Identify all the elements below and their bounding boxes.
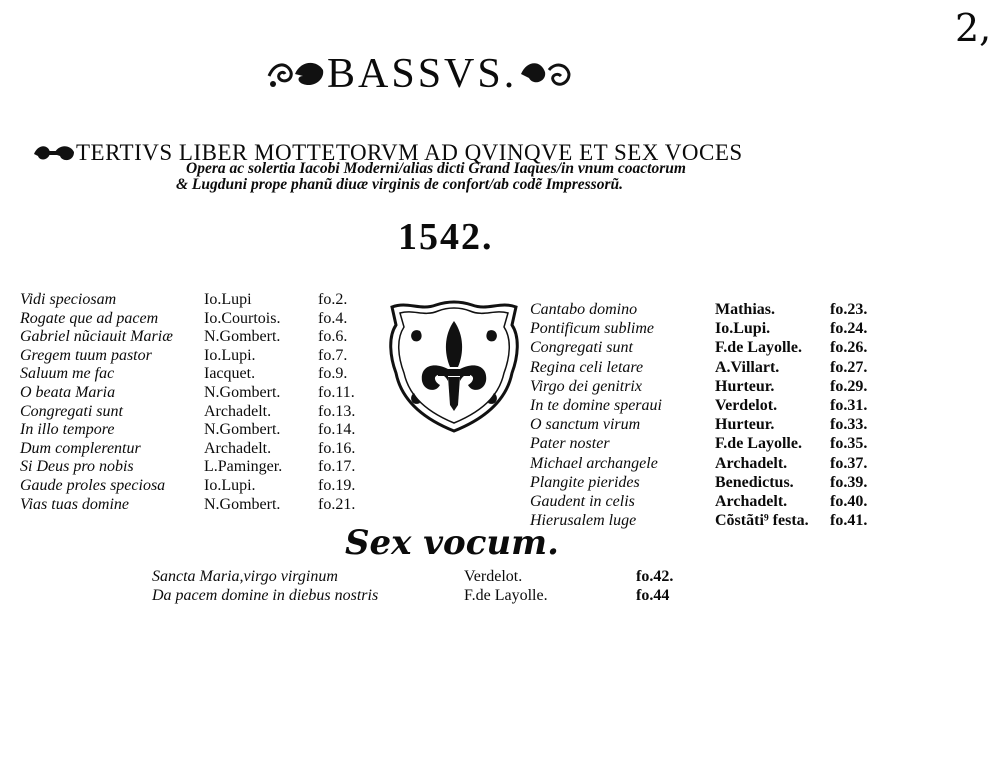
- folio-number: fo.7.: [318, 346, 348, 364]
- composer-name: F.de Layolle.: [715, 339, 802, 357]
- folio-number: fo.37.: [830, 454, 868, 472]
- folio-number: fo.9.: [318, 365, 348, 383]
- composer-name: N.Gombert.: [204, 421, 281, 439]
- folio-number: fo.6.: [318, 328, 348, 346]
- motet-title: Rogate que ad pacem: [20, 309, 159, 327]
- composer-name: Verdelot.: [464, 568, 523, 585]
- motet-title: Hierusalem luge: [530, 512, 637, 530]
- composer-name: Io.Lupi.: [204, 346, 256, 364]
- motet-title: Si Deus pro nobis: [20, 458, 134, 476]
- folio-number: fo.14.: [318, 421, 356, 439]
- folio-number: fo.13.: [318, 402, 356, 420]
- folio-number: fo.23.: [830, 301, 868, 318]
- contents-right: [530, 301, 890, 541]
- motet-title: Congregati sunt: [530, 339, 633, 357]
- page-number: 2,: [955, 6, 992, 50]
- motet-title: O sanctum virum: [530, 416, 641, 434]
- contents-sex-vocum: [152, 568, 712, 618]
- motet-title: Pater noster: [530, 435, 610, 453]
- motet-title: Saluum me fac: [20, 365, 115, 383]
- imprint-line: Opera ac solertia Iacobi Moderni/alias dicti Grand Iaques/in vnum coactorum: [186, 160, 686, 177]
- folio-number: fo.31.: [830, 397, 868, 414]
- folio-number: fo.33.: [830, 416, 868, 434]
- motet-title: Regina celi letare: [530, 358, 644, 376]
- folio-number: fo.19.: [318, 477, 356, 494]
- composer-name: F.de Layolle.: [715, 435, 802, 453]
- motet-title: Sancta Maria,virgo virginum: [152, 568, 338, 585]
- folio-number: fo.24.: [830, 320, 868, 338]
- motet-title: Cantabo domino: [530, 301, 638, 318]
- composer-name: Iacquet.: [204, 365, 256, 383]
- motet-title: In illo tempore: [20, 421, 115, 439]
- motet-title: Gabriel nũciauit Mariæ: [20, 328, 173, 346]
- folio-number: fo.11.: [318, 384, 355, 401]
- fleuron-subtitle-icon: [32, 142, 76, 164]
- folio-number: fo.35.: [830, 435, 868, 453]
- motet-title: Dum complerentur: [20, 439, 141, 457]
- motet-title: Virgo dei genitrix: [530, 377, 642, 395]
- composer-name: Archadelt.: [204, 439, 272, 457]
- title-row: [265, 50, 573, 98]
- motet-title: Vias tuas domine: [20, 495, 130, 513]
- page-title: BASSVS.: [327, 51, 518, 97]
- composer-name: Archadelt.: [715, 493, 788, 510]
- motet-title: Vidi speciosam: [20, 291, 117, 308]
- motet-title: Congregati sunt: [20, 402, 123, 420]
- fleuron-right-icon: [517, 56, 573, 92]
- fleuron-left-icon: [265, 56, 327, 92]
- folio-number: fo.39.: [830, 473, 868, 491]
- composer-name: Mathias.: [715, 301, 775, 318]
- composer-name: Archadelt.: [715, 454, 788, 472]
- motet-title: O beata Maria: [20, 384, 116, 401]
- folio-number: fo.17.: [318, 458, 356, 476]
- composer-name: Hurteur.: [715, 416, 775, 434]
- folio-number: fo.29.: [830, 377, 868, 395]
- folio-number: fo.26.: [830, 339, 868, 357]
- composer-name: F.de Layolle.: [464, 587, 548, 604]
- motet-title: In te domine speraui: [530, 397, 662, 414]
- folio-number: fo.40.: [830, 493, 868, 510]
- composer-name: N.Gombert.: [204, 384, 281, 401]
- motet-title: Gaudent in celis: [530, 493, 635, 510]
- folio-number: fo.27.: [830, 358, 868, 376]
- composer-name: Io.Lupi.: [715, 320, 771, 338]
- motet-title: Gaude proles speciosa: [20, 477, 166, 494]
- motet-title: Pontificum sublime: [530, 320, 654, 338]
- composer-name: Archadelt.: [204, 402, 272, 420]
- composer-name: Io.Lupi.: [204, 477, 256, 494]
- composer-name: Verdelot.: [715, 397, 778, 414]
- composer-name: L.Paminger.: [204, 458, 283, 476]
- motet-title: Da pacem domine in diebus nostris: [152, 587, 379, 604]
- composer-name: Cõstãti⁹ festa.: [715, 512, 809, 530]
- imprint-line: & Lugduni prope phanũ diuæ virginis de confort/ab codẽ Impressorũ.: [176, 176, 623, 193]
- folio-number: fo.44: [636, 587, 670, 604]
- composer-name: A.Villart.: [715, 358, 780, 376]
- folio-number: fo.2.: [318, 291, 348, 308]
- motet-title: Gregem tuum pastor: [20, 346, 152, 364]
- motet-title: Plangite pierides: [530, 473, 640, 491]
- section-heading-sex-vocum: Sex vocum.: [345, 523, 559, 563]
- composer-name: Io.Courtois.: [204, 309, 281, 327]
- folio-number: fo.16.: [318, 439, 356, 457]
- composer-name: Io.Lupi: [204, 291, 252, 308]
- folio-number: fo.42.: [636, 568, 674, 585]
- subtitle: TERTIVS LIBER MOTTETORVM AD QVINQVE ET SEX VOCES: [76, 140, 743, 165]
- fleur-de-lis-shield-icon: [384, 297, 524, 437]
- folio-number: fo.4.: [318, 309, 348, 327]
- composer-name: Hurteur.: [715, 377, 775, 395]
- contents-left: [20, 291, 370, 531]
- composer-name: N.Gombert.: [204, 328, 281, 346]
- composer-name: N.Gombert.: [204, 495, 281, 513]
- folio-number: fo.21.: [318, 495, 356, 513]
- folio-number: fo.41.: [830, 512, 868, 530]
- motet-title: Michael archangele: [530, 454, 658, 472]
- year: 1542.: [398, 216, 494, 258]
- composer-name: Benedictus.: [715, 473, 794, 491]
